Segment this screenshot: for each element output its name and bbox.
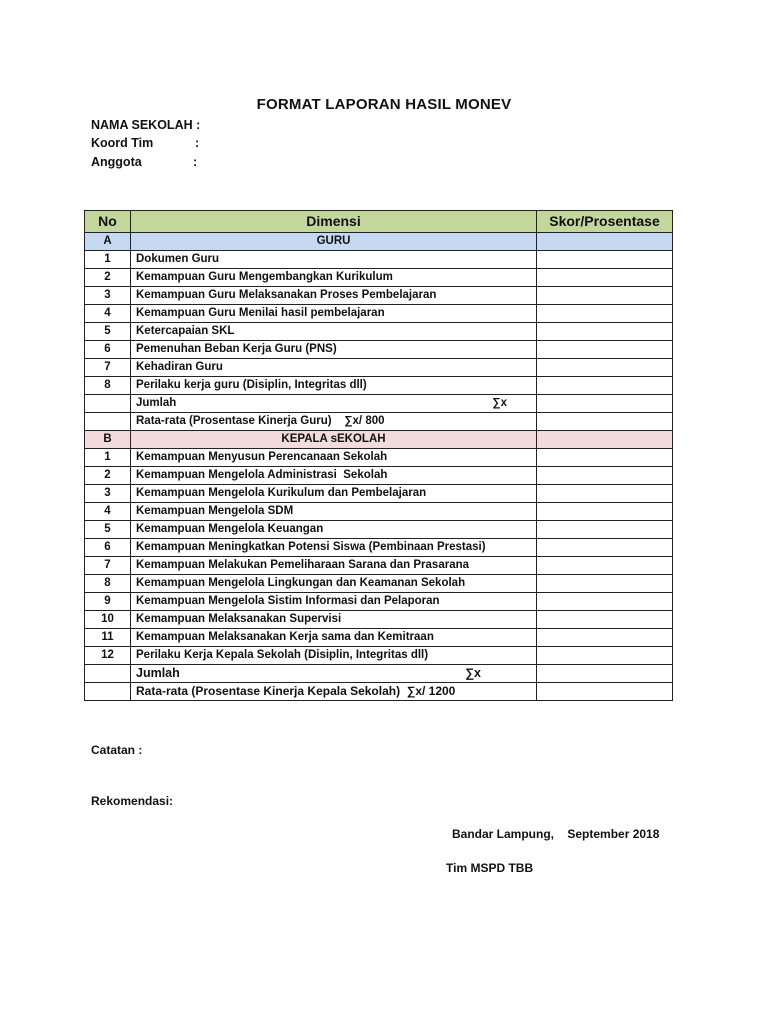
catatan-label: Catatan : — [91, 743, 143, 757]
skor-cell — [537, 449, 673, 467]
anggota-label: Anggota — [91, 155, 142, 169]
jumlah-guru-cell — [131, 395, 537, 413]
nama-sekolah-field — [91, 118, 200, 132]
row-no: 7 — [85, 557, 131, 575]
row-dimensi: Kemampuan Mengelola SDM — [131, 503, 537, 521]
table-row — [85, 305, 673, 323]
skor-cell — [537, 287, 673, 305]
row-no: 1 — [85, 449, 131, 467]
row-dimensi: Kemampuan Melaksanakan Supervisi — [131, 611, 537, 629]
table-row — [85, 449, 673, 467]
row-no: 5 — [85, 323, 131, 341]
skor-cell — [537, 251, 673, 269]
row-dimensi: Kemampuan Mengelola Administrasi Sekolah — [131, 467, 537, 485]
skor-cell — [537, 575, 673, 593]
skor-cell — [537, 341, 673, 359]
rata-no-cell — [85, 413, 131, 431]
rata-rata-kepsek-label: Rata-rata (Prosentase Kinerja Kepala Sekolah) ∑x/ 1200 — [131, 683, 537, 701]
skor-cell — [537, 269, 673, 287]
koord-tim-colon: : — [195, 136, 200, 150]
page-title: FORMAT LAPORAN HASIL MONEV — [256, 96, 512, 113]
skor-cell — [537, 305, 673, 323]
row-dimensi: Kemampuan Mengelola Sistim Informasi dan Pelaporan — [131, 593, 537, 611]
rata-no-cell — [85, 683, 131, 701]
row-dimensi: Kemampuan Mengelola Keuangan — [131, 521, 537, 539]
row-no: 4 — [85, 305, 131, 323]
skor-cell — [537, 593, 673, 611]
row-no: 11 — [85, 629, 131, 647]
koord-tim-label: Koord Tim — [91, 136, 154, 150]
anggota-field — [91, 155, 211, 169]
skor-cell — [537, 377, 673, 395]
jumlah-no-cell — [85, 395, 131, 413]
skor-cell — [537, 521, 673, 539]
section-a-title: GURU — [131, 233, 537, 251]
row-no: 4 — [85, 503, 131, 521]
row-no: 1 — [85, 251, 131, 269]
row-no: 6 — [85, 539, 131, 557]
jumlah-kepsek-sigma: ∑x — [465, 666, 481, 680]
row-dimensi: Kemampuan Menyusun Perencanaan Sekolah — [131, 449, 537, 467]
row-no: 3 — [85, 485, 131, 503]
skor-cell — [537, 359, 673, 377]
table-row — [85, 611, 673, 629]
row-no: 9 — [85, 593, 131, 611]
rata-rata-kepsek-skor-cell — [537, 683, 673, 701]
row-dimensi: Kehadiran Guru — [131, 359, 537, 377]
section-b-row — [85, 431, 673, 449]
row-no: 7 — [85, 359, 131, 377]
monev-table — [84, 210, 673, 701]
rekomendasi-label: Rekomendasi: — [91, 794, 174, 808]
table-row — [85, 485, 673, 503]
skor-cell — [537, 611, 673, 629]
header-skor: Skor/Prosentase — [537, 211, 673, 233]
table-row — [85, 467, 673, 485]
table-row — [85, 341, 673, 359]
section-b-skor-cell — [537, 431, 673, 449]
table-row — [85, 287, 673, 305]
skor-cell — [537, 503, 673, 521]
row-no: 8 — [85, 377, 131, 395]
table-row — [85, 503, 673, 521]
table-row — [85, 647, 673, 665]
skor-cell — [537, 629, 673, 647]
table-row — [85, 575, 673, 593]
table-row — [85, 323, 673, 341]
rata-rata-row-kepsek — [85, 683, 673, 701]
row-no: 2 — [85, 467, 131, 485]
skor-cell — [537, 539, 673, 557]
row-dimensi: Kemampuan Guru Menilai hasil pembelajaran — [131, 305, 537, 323]
header-no: No — [85, 211, 131, 233]
row-dimensi: Kemampuan Mengelola Lingkungan dan Keamanan Sekolah — [131, 575, 537, 593]
row-dimensi: Perilaku Kerja Kepala Sekolah (Disiplin, Integritas dll) — [131, 647, 537, 665]
jumlah-guru-skor-cell — [537, 395, 673, 413]
table-header-row — [85, 211, 673, 233]
table-row — [85, 269, 673, 287]
section-b-code: B — [85, 431, 131, 449]
anggota-colon: : — [193, 155, 198, 169]
table-row — [85, 539, 673, 557]
row-dimensi: Kemampuan Melakukan Pemeliharaan Sarana dan Prasarana — [131, 557, 537, 575]
jumlah-kepsek-cell — [131, 665, 537, 683]
jumlah-guru-sigma: ∑x — [492, 397, 507, 409]
row-no: 5 — [85, 521, 131, 539]
section-a-skor-cell — [537, 233, 673, 251]
table-row — [85, 593, 673, 611]
table-row — [85, 521, 673, 539]
jumlah-kepsek-label: Jumlah — [136, 666, 180, 680]
section-b-title: KEPALA sEKOLAH — [131, 431, 537, 449]
table-row — [85, 557, 673, 575]
row-dimensi: Pemenuhan Beban Kerja Guru (PNS) — [131, 341, 537, 359]
jumlah-row-kepsek — [85, 665, 673, 683]
table-row — [85, 629, 673, 647]
section-a-code: A — [85, 233, 131, 251]
row-no: 10 — [85, 611, 131, 629]
row-dimensi: Ketercapaian SKL — [131, 323, 537, 341]
nama-sekolah-label: NAMA SEKOLAH — [91, 118, 193, 132]
jumlah-guru-label: Jumlah — [136, 397, 177, 409]
skor-cell — [537, 557, 673, 575]
jumlah-kepsek-skor-cell — [537, 665, 673, 683]
row-dimensi: Perilaku kerja guru (Disiplin, Integritas dll) — [131, 377, 537, 395]
table-row — [85, 377, 673, 395]
row-dimensi: Dokumen Guru — [131, 251, 537, 269]
row-no: 3 — [85, 287, 131, 305]
rata-rata-row-guru — [85, 413, 673, 431]
jumlah-row-guru — [85, 395, 673, 413]
koord-tim-field — [91, 136, 211, 150]
row-dimensi: Kemampuan Mengelola Kurikulum dan Pembelajaran — [131, 485, 537, 503]
row-no: 2 — [85, 269, 131, 287]
row-no: 12 — [85, 647, 131, 665]
row-dimensi: Kemampuan Guru Mengembangkan Kurikulum — [131, 269, 537, 287]
table-row — [85, 251, 673, 269]
rata-rata-guru-skor-cell — [537, 413, 673, 431]
jumlah-no-cell — [85, 665, 131, 683]
signatory: Tim MSPD TBB — [446, 861, 534, 875]
header-dimensi: Dimensi — [131, 211, 537, 233]
skor-cell — [537, 485, 673, 503]
row-dimensi: Kemampuan Melaksanakan Kerja sama dan Kemitraan — [131, 629, 537, 647]
skor-cell — [537, 467, 673, 485]
table-row — [85, 359, 673, 377]
nama-sekolah-colon: : — [196, 118, 201, 132]
row-no: 6 — [85, 341, 131, 359]
row-dimensi: Kemampuan Guru Melaksanakan Proses Pembelajaran — [131, 287, 537, 305]
row-no: 8 — [85, 575, 131, 593]
skor-cell — [537, 647, 673, 665]
row-dimensi: Kemampuan Meningkatkan Potensi Siswa (Pembinaan Prestasi) — [131, 539, 537, 557]
rata-rata-guru-label: Rata-rata (Prosentase Kinerja Guru) ∑x/ 800 — [131, 413, 537, 431]
place-date: Bandar Lampung, September 2018 — [452, 827, 660, 841]
section-a-row — [85, 233, 673, 251]
skor-cell — [537, 323, 673, 341]
